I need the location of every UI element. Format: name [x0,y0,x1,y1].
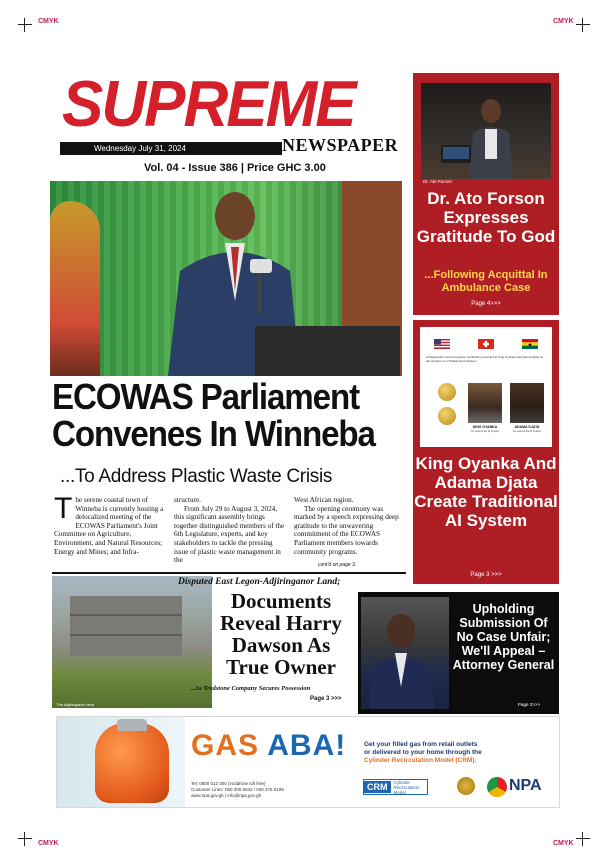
crop-mark [18,832,32,846]
attorney-general-photo [361,597,449,709]
masthead [60,68,405,182]
sidebar-headline[interactable]: Dr. Ato Forson Expresses Gratitude To God [416,189,556,246]
crop-mark [576,832,590,846]
page-reference[interactable]: Page 4>>> [471,301,501,307]
npa-logo-icon [487,777,507,797]
cmyk-mark: CMYK [553,18,574,25]
story-headline[interactable]: Documents Reveal Harry Dawson As True Owner [220,589,342,679]
page-reference[interactable]: Page 3 >>> [310,696,342,702]
usa-flag-icon [434,339,450,349]
ad-tagline: Get your filled gas from retail outlets or delivered to your home through the Cylinder Recirculation Model (CRM). [364,741,482,764]
article-column [174,496,288,565]
sidebar-headline[interactable]: King Oyanka And Adama Djata Create Traditional AI System [414,454,558,530]
dateline: Wednesday July 31, 2024 [60,142,282,155]
speaker-at-lectern-icon [50,181,402,376]
land-photo [52,576,212,708]
issue-number: Issue 386 [188,162,238,174]
lead-headline[interactable]: ECOWAS Parliament Convenes In Winneba [52,376,375,454]
adama-djata-portrait [510,383,544,423]
page-reference[interactable]: Page 3 >>> [470,572,502,578]
crop-mark [18,18,32,32]
sidebar-story-ai-system[interactable] [413,320,559,584]
price: Price GHC 3.00 [246,162,326,174]
swiss-flag-icon [478,339,494,349]
cmyk-mark: CMYK [553,840,574,847]
article-text: West African region. [294,496,354,504]
flags-row [420,339,552,349]
volume: Vol. 04 [144,162,179,174]
gold-seal-icon [438,407,456,425]
portrait-caption: Co-Lead of the AI System [512,430,542,433]
page-reference[interactable]: Page 3>>> [518,702,541,707]
coat-of-arms-icon [457,777,475,795]
ghana-flag-icon [522,339,538,349]
photo-credit: Dr. Ato Forson [423,179,452,184]
section-divider [52,572,406,574]
npa-wordmark: NPA [509,777,542,794]
unfinished-building-icon [70,596,182,656]
article-text: structure. [174,496,201,504]
portrait-label: ADAMA DJATA [514,425,540,429]
article-text: he serene coastal town of Winneba is currently hosting a delocalized meeting of the ECOWAS Parliament's Joint Committee on Agriculture, Environment, and Natural Resources; Energy and Mines; and Infra- [54,496,164,556]
drop-cap: T [54,492,73,525]
gold-seal-icon [438,383,456,401]
newspaper-subtitle: NEWSPAPER [282,135,399,155]
portrait-caption: Co-Lead of the AI System [470,430,500,433]
sidebar-story-forson[interactable] [413,73,559,315]
article-column [294,496,404,556]
person-portrait-icon [361,597,449,709]
forson-photo [421,83,551,179]
story-headline[interactable]: Upholding Submission Of No Case Unfair; We'll Appeal – Attorney General [452,602,555,672]
sidebar-subhead: ...Following Acquittal In Ambulance Case [424,269,548,294]
crm-logo: CRM Cylinder Recirculation Model [363,779,428,795]
cmyk-mark: CMYK [38,18,59,25]
cylinder-valve-icon [117,719,147,731]
king-oyanka-portrait [468,383,502,423]
lead-story-photo [50,181,402,376]
ad-contact: Tel: 0800 012 300 (vodafone toll free) Customer Lines: 050 200 6532 / 030 276 6195 www.npa.gov.gh | info@npa.gov.gh [191,781,284,798]
article-text: From July 29 to August 3, 2024, this significant assembly brings together distinguished members of the 6th Legislature, experts, and key stakeholders to tackle the pressing issue of plastic waste management in the [174,504,285,565]
certificate-text: A Registration and recognition certificate presented to King Oyanka and Adama Djata for the creation of a Traditional AI System. [426,355,544,363]
speaker-silhouette-icon [421,83,551,179]
continued-note[interactable]: cont'd on page 3. [318,562,357,568]
portrait-label: KING OYANKA [472,425,498,429]
crop-mark [576,18,590,32]
issue-info: Vol. 04 - Issue 386 | Price GHC 3.00 [144,162,326,174]
gas-aba-advert[interactable] [56,716,560,808]
lead-deck: ...To Address Plastic Waste Crisis [60,466,333,487]
ad-brand: GAS ABA! [191,729,347,762]
gas-cylinder-icon [95,723,169,803]
photo-credit: The Adjiringanor land [56,702,94,707]
certificate-card [420,327,552,447]
article-column [54,492,168,556]
article-text: The opening ceremony was marked by a speech expressing deep gratitude to the unwavering commitment of the ECOWAS Parliament members towards community programs. [294,504,399,556]
story-kicker: Disputed East Legon-Adjiringanor Land; [178,577,341,587]
attorney-general-story[interactable] [358,592,559,714]
story-subhead: ...As Tredstone Company Secures Possession [190,685,311,692]
cmyk-mark: CMYK [38,840,59,847]
newspaper-logo: SUPREME [62,68,355,141]
